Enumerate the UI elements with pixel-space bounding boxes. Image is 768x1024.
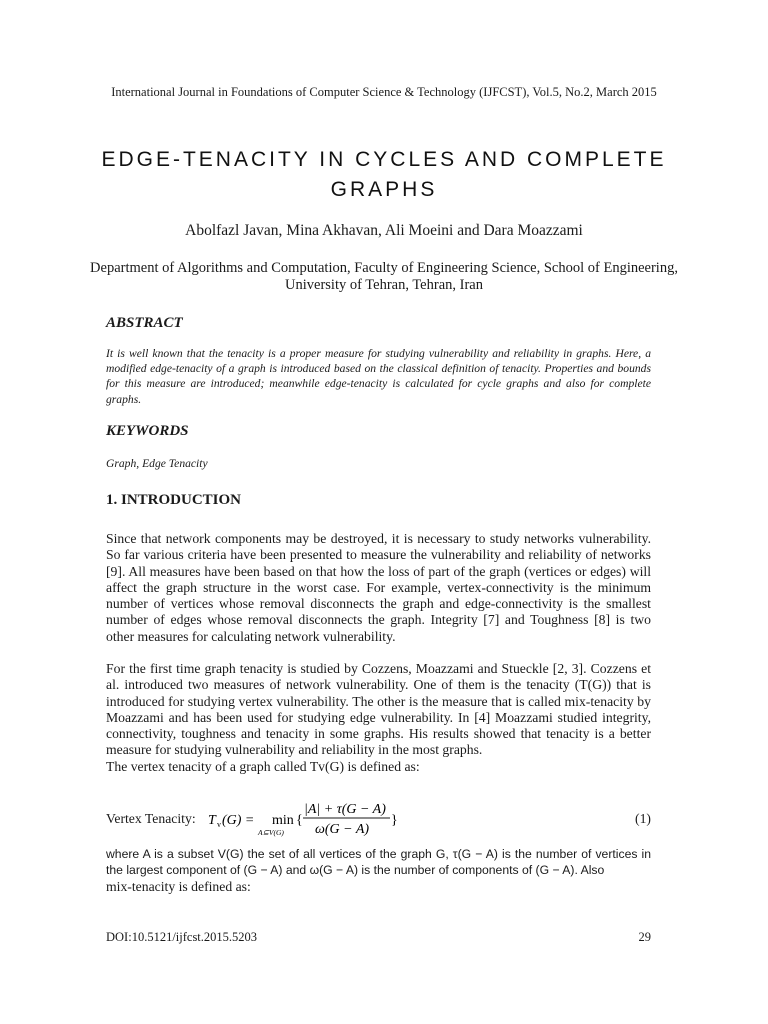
post-equation-line-2: mix-tenacity is defined as:	[106, 878, 251, 894]
eq-lhs: T	[208, 813, 216, 828]
eq-min-sub: A⊆V(G)	[258, 828, 284, 837]
eq-min: min	[272, 813, 294, 828]
abstract-text: It is well known that the tenacity is a proper measure for studying vulnerability and reliability in graphs. Here, a modified edge-tenacity of a graph is introduced based on the classical definition of tenacity. Properties and bounds for this measure are introduced; meanwhile edge-tenacity is calculated for cycle graphs and also for complete graphs.	[106, 347, 651, 406]
keywords-text: Graph, Edge Tenacity	[106, 457, 208, 470]
eq-lhs-sub: v	[217, 820, 221, 829]
affiliation: Department of Algorithms and Computation, Faculty of Engineering Science, School of Engineering, University of Tehran, Tehran, Iran	[90, 260, 678, 293]
footer-doi: DOI:10.5121/ijfcst.2015.5203	[106, 930, 258, 944]
equation-number: (1)	[635, 811, 651, 826]
post-equation-line-1: where A is a subset V(G) the set of all vertices of the graph G, τ(G − A) is the number of vertices in the largest component of (G − A) and ω(G − A) is the number of components of (G − A). Also	[106, 847, 651, 878]
page-number: 29	[638, 930, 651, 944]
eq-lhs-arg: (G) =	[222, 813, 255, 828]
equation-1	[106, 797, 651, 841]
post-equation-text	[106, 846, 651, 895]
keywords-heading: KEYWORDS	[106, 423, 189, 439]
paragraph-text: For the first time graph tenacity is studied by Cozzens, Moazzami and Stueckle [2, 3]. Cozzens et al. introduced two measures of network vulnerability. One of them is the tenacity (T(G)) that is introduced for studying vertex vulnerability. The other is the measure that is called mix-tenacity by Moazzami and has been used for studying edge vulnerability. In [4] Moazzami studied integrity, connectivity, toughness and tenacity in some graphs. His results showed that tenacity is a better measure for studying vulnerability and reliability in the most graphs.	[106, 661, 651, 758]
eq-numerator: |A| + τ(G − A)	[304, 802, 386, 817]
journal-header: International Journal in Foundations of Computer Science & Technology (IJFCST), Vol.5, No.2, March 2015	[111, 85, 657, 99]
introduction-heading: 1. INTRODUCTION	[106, 492, 242, 508]
paragraph-text: The vertex tenacity of a graph called Tv(G) is defined as:	[106, 758, 420, 774]
eq-close-brace: }	[391, 813, 398, 828]
intro-paragraph-2	[106, 661, 651, 775]
title-line-2: GRAPHS	[330, 178, 438, 201]
paper-title	[60, 145, 708, 205]
intro-paragraph-1	[106, 531, 651, 645]
paragraph-text: Since that network components may be destroyed, it is necessary to study networks vulnerability. So far various criteria have been presented to measure the vulnerability and reliability of networks [9]. All measures have been based on that how the loss of part of the graph (vertices or edges) will affect the graph structure in the worst case. For example, vertex-connectivity is the minimum number of vertices whose removal disconnects the graph and edge-connectivity is the smallest number of edges whose removal disconnects the graph. Integrity [7] and Toughness [8] is two other measures for calculating network vulnerability.	[106, 531, 651, 644]
eq-denominator: ω(G − A)	[315, 822, 370, 837]
eq-open-brace: {	[296, 813, 303, 828]
abstract-heading: ABSTRACT	[106, 315, 183, 331]
author-list: Abolfazl Javan, Mina Akhavan, Ali Moeini and Dara Moazzami	[185, 222, 583, 239]
title-line-1: EDGE-TENACITY IN CYCLES AND COMPLETE	[101, 148, 667, 171]
equation-label: Vertex Tenacity:	[106, 811, 196, 826]
equation-formula	[208, 797, 508, 841]
